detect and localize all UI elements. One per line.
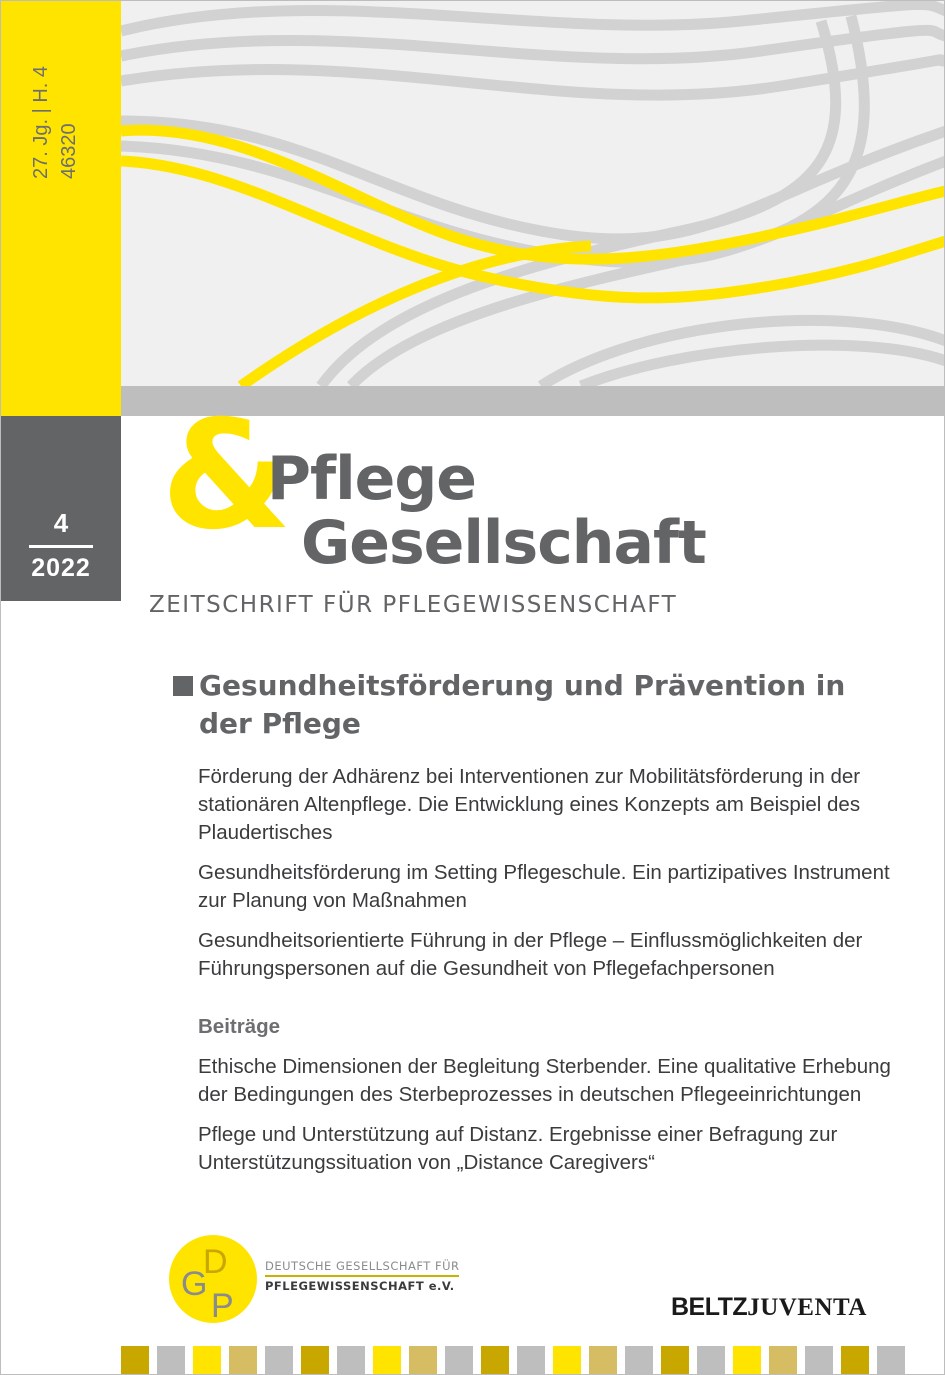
svg-text:P: P [211,1287,234,1325]
article-title: Förderung der Adhärenz bei Interventionen zur Mobilitätsförderung in der stationären Altenpflege. Die Entwicklung eines Konzepts am Beispiel des Plaudertisches [198,765,861,844]
yellow-spine-strip [1,1,121,416]
ampersand-logo: & [161,389,292,563]
wave-pattern [121,1,945,386]
article-title: Gesundheitsorientierte Führung in der Pflege – Einflussmöglichkeiten der Führungspersonen auf die Gesundheit von Pflegefachpersonen [198,929,863,980]
issue-year: 2022 [31,554,91,582]
journal-subtitle: ZEITSCHRIFT FÜR PFLEGEWISSENSCHAFT [149,592,678,618]
pattern-block [373,1346,401,1375]
issue-number: 4 [53,508,69,538]
publisher-logo [671,1292,867,1322]
contents-list [198,763,898,1189]
dgp-logo-icon [167,1233,263,1333]
pattern-block [805,1346,833,1375]
spine-volume-info [27,66,83,179]
pattern-block [553,1346,581,1375]
pattern-block [661,1346,689,1375]
pattern-block [841,1346,869,1375]
society-line2: PFLEGEWISSENSCHAFT e.V. [265,1275,459,1293]
pattern-block [337,1346,365,1375]
pattern-block [157,1346,185,1375]
society-name [265,1259,459,1293]
hero-graphic [121,1,945,386]
publisher-part1: BELTZ [671,1293,748,1321]
pattern-block [733,1346,761,1375]
journal-title-line1: Pflege [267,444,476,514]
svg-text:G: G [181,1265,208,1303]
publisher-part2: JUVENTA [747,1294,867,1321]
section-title-text: Gesundheitsförderung und Prävention in der Pflege [199,669,846,740]
section-heading [173,667,873,743]
pattern-block [265,1346,293,1375]
beitraege-heading: Beiträge [198,1015,281,1038]
pattern-block [517,1346,545,1375]
pattern-block [301,1346,329,1375]
pattern-block [121,1346,149,1375]
pattern-block [697,1346,725,1375]
volume-issue: 27. Jg. | H. 4 [30,65,52,179]
issue-block [1,416,121,601]
article-title: Gesundheitsförderung im Setting Pflegeschule. Ein partizipatives Instrument zur Planung von Maßnahmen [198,861,890,912]
issue-divider [29,545,93,548]
issn-number: 46320 [58,123,80,179]
pattern-block [409,1346,437,1375]
pattern-block [445,1346,473,1375]
pattern-block [625,1346,653,1375]
pattern-block [193,1346,221,1375]
article-title: Pflege und Unterstützung auf Distanz. Ergebnisse einer Befragung zur Unterstützungssituation von „Distance Caregivers“ [198,1123,838,1174]
svg-text:D: D [203,1243,228,1281]
pattern-block [877,1346,905,1375]
color-pattern-bar [121,1346,911,1375]
pattern-block [481,1346,509,1375]
pattern-block [229,1346,257,1375]
square-bullet-icon [173,676,193,696]
journal-title-line2: Gesellschaft [301,508,706,578]
pattern-block [769,1346,797,1375]
article-title: Ethische Dimensionen der Begleitung Sterbender. Eine qualitative Erhebung der Bedingungen des Sterbeprozesses in deutschen Pflegeeinrichtungen [198,1055,891,1106]
pattern-block [589,1346,617,1375]
society-line1: DEUTSCHE GESELLSCHAFT FÜR [265,1259,460,1273]
